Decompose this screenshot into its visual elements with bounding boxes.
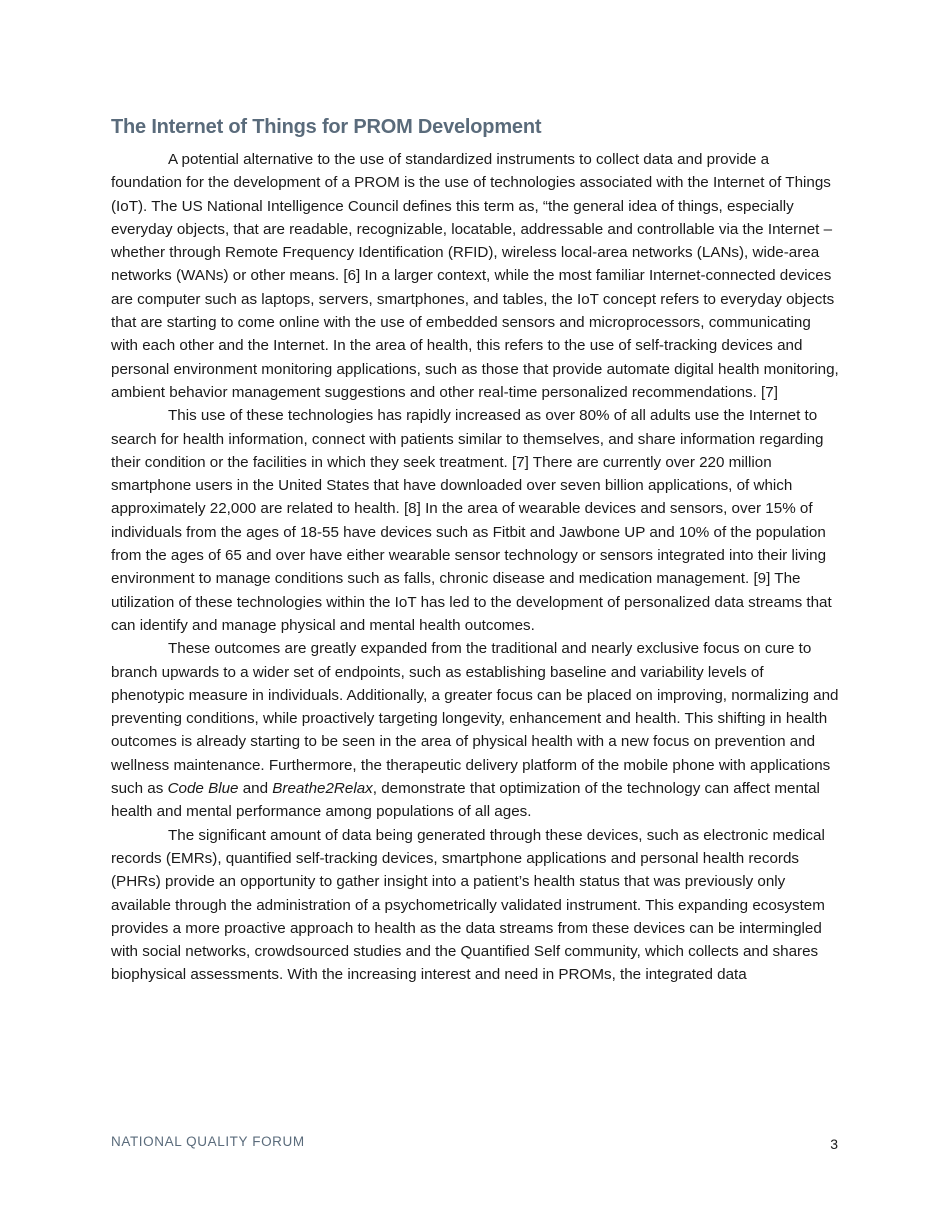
paragraph-conjunction: and <box>238 780 273 798</box>
paragraph-expanded-outcomes-text: These outcomes are greatly expanded from the traditional and nearly exclusive focus on cure to branch upwards to a wider set of endpoints, such as establishing baseline and variability levels of phenotypic measure in individuals. Additionally, a greater focus can be placed on improving, normalizing and preventing conditions, while proactively targeting longevity, enhancement and health. This shifting in health outcomes is already starting to be seen in the area of physical health with a new focus on prevention and wellness maintenance. Furthermore, the therapeutic delivery platform of the mobile phone with applications such as <box>111 640 839 798</box>
app-name-code-blue: Code Blue <box>167 780 239 798</box>
paragraph-expanded-outcomes <box>111 637 839 823</box>
page-number: 3 <box>830 1136 838 1152</box>
paragraph-data-streams: The significant amount of data being generated through these devices, such as electronic medical records (EMRs), quantified self-tracking devices, smartphone applications and personal health records (PHRs) provide an opportunity to gather insight into a patient’s health status that was previously only available through the administration of a psychometrically validated instrument. This expanding ecosystem provides a more proactive approach to health as the data streams from these devices can be intermingled with social networks, crowdsourced studies and the Quantified Self community, which collects and shares biophysical assessments. With the increasing interest and need in PROMs, the integrated data <box>111 826 825 984</box>
paragraph-technology-adoption: This use of these technologies has rapidly increased as over 80% of all adults use the Internet to search for health information, connect with patients similar to themselves, and share information regarding their condition or the facilities in which they seek treatment. [7] There are currently over 220 million smartphone users in the United States that have downloaded over seven billion applications, of which approximately 22,000 are related to health. [8] In the area of wearable devices and sensors, over 15% of individuals from the ages of 18-55 have devices such as Fitbit and Jawbone UP and 10% of the population from the ages of 65 and over have either wearable sensor technology or sensors integrated into their living environment to manage conditions such as falls, chronic disease and medication management. [9] The utilization of these technologies within the IoT has led to the development of personalized data streams that can identify and manage physical and mental health outcomes. <box>111 407 832 634</box>
section-title: The Internet of Things for PROM Development <box>111 116 542 138</box>
paragraph-iot-definition: A potential alternative to the use of standardized instruments to collect data and provide a foundation for the development of a PROM is the use of technologies associated with the Internet of Things (IoT). The US National Intelligence Council defines this term as, “the general idea of things, especially everyday objects, that are readable, recognizable, locatable, addressable and controllable via the Internet – whether through Remote Frequency Identification (RFID), wireless local-area networks (LANs), wide-area networks (WANs) or other means. [6] In a larger context, while the most familiar Internet-connected devices are computer such as laptops, servers, smartphones, and tables, the IoT concept refers to everyday objects that are starting to come online with the use of embedded sensors and microprocessors, communicating with each other and the Internet. In the area of health, this refers to the use of self-tracking devices and personal environment monitoring applications, such as those that provide automate digital health monitoring, ambient behavior management suggestions and other real-time personalized recommendations. [7] <box>111 151 839 401</box>
page-content <box>111 112 839 987</box>
footer-organization: NATIONAL QUALITY FORUM <box>111 1134 305 1149</box>
app-name-breathe2relax: Breathe2Relax <box>272 780 373 798</box>
paragraph-expanded-outcomes-end: , demonstrate that optimization of the technology can affect mental health and mental performance among populations of all ages. <box>111 780 820 821</box>
